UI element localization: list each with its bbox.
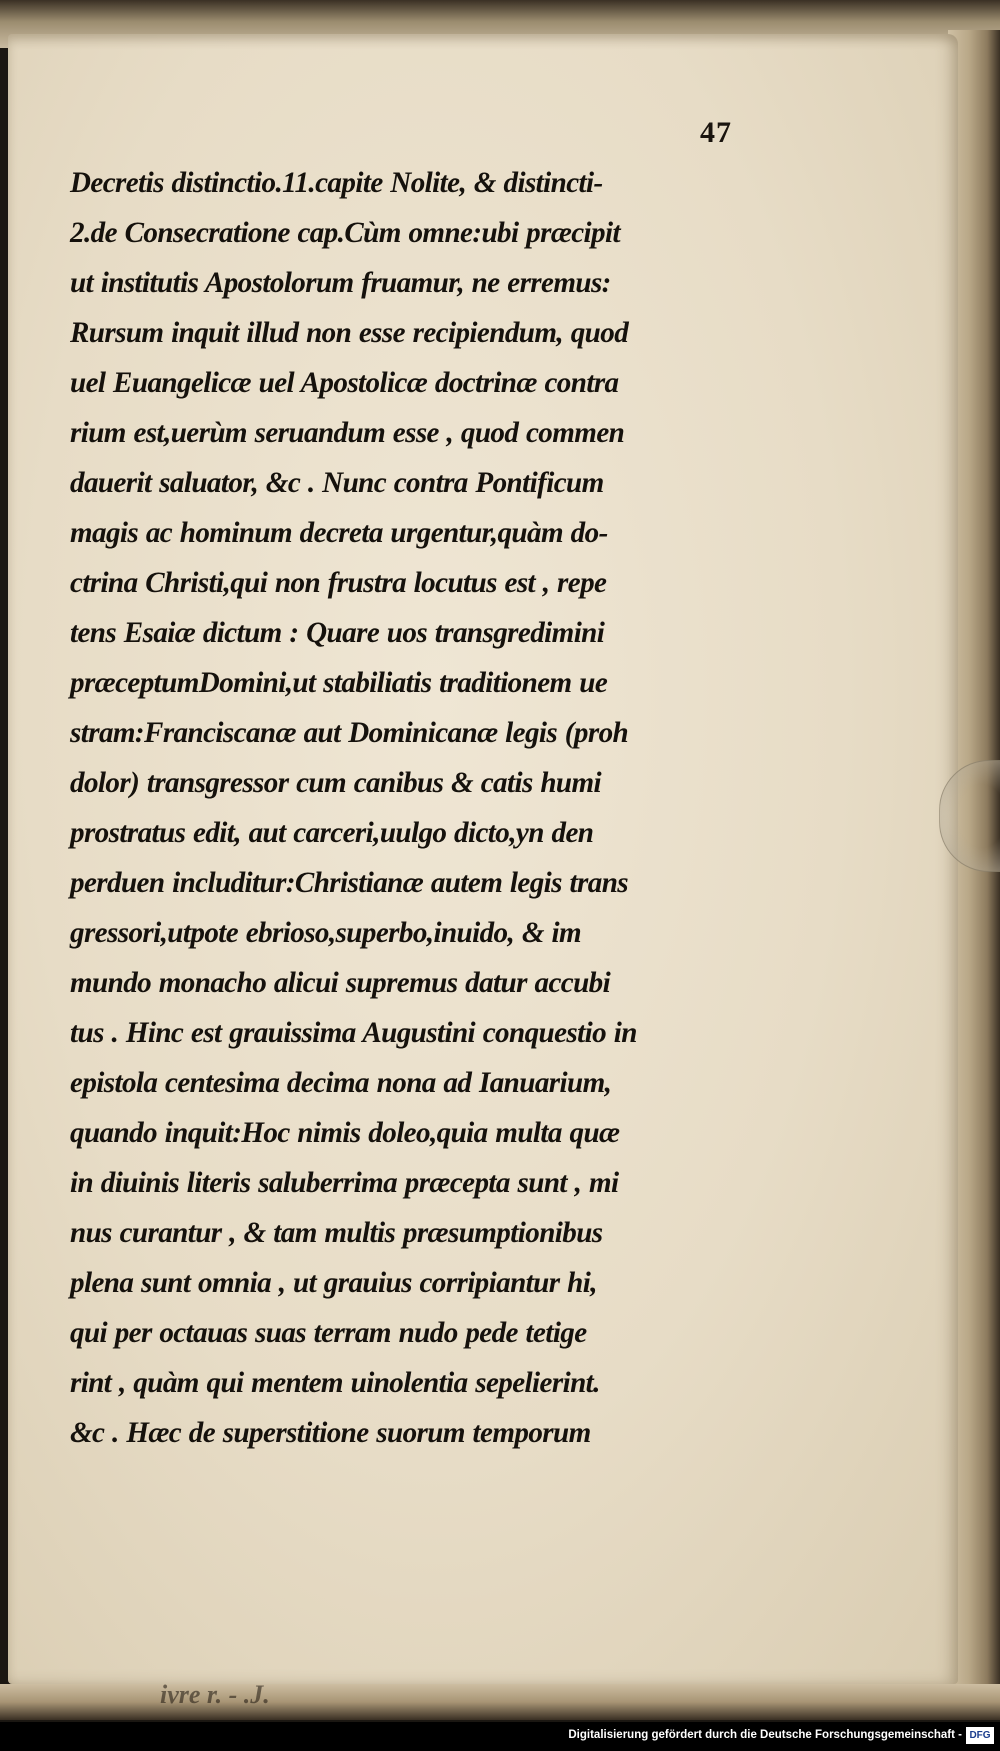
text-line: gressori,utpote ebrioso,superbo,inuido, & im <box>70 917 582 949</box>
text-line: quando inquit:Hoc nimis doleo,quia multa quæ <box>70 1117 620 1149</box>
text-line: 2.de Consecratione cap.Cùm omne:ubi præcipit <box>70 217 620 249</box>
text-line: tens Esaiæ dictum : Quare uos transgredimini <box>70 617 605 649</box>
text-line: perduen includitur:Christianæ autem legis trans <box>70 867 629 899</box>
text-line: rint , quàm qui mentem uinolentia sepelierint. <box>70 1367 600 1399</box>
funding-credit: Digitalisierung gefördert durch die Deutsche Forschungsgemeinschaft - <box>568 1729 962 1741</box>
text-line: Decretis distinctio.11.capite Nolite, & distincti- <box>70 167 603 199</box>
text-line: dauerit saluator, &c . Nunc contra Pontificum <box>70 467 604 499</box>
text-line: in diuinis literis saluberrima præcepta sunt , mi <box>70 1167 619 1199</box>
body-text <box>70 158 770 1458</box>
page-number: 47 <box>700 116 732 149</box>
text-line: epistola centesima decima nona ad Ianuarium, <box>70 1067 612 1099</box>
next-page-fragment: ivre r. - .J. <box>160 1680 270 1709</box>
text-line: qui per octauas suas terram nudo pede tetige <box>70 1317 587 1349</box>
text-line: Rursum inquit illud non esse recipiendum, quod <box>70 317 629 349</box>
text-line: dolor) transgressor cum canibus & catis humi <box>70 767 602 799</box>
text-line: nus curantur , & tam multis præsumptionibus <box>70 1217 603 1249</box>
text-line: tus . Hinc est grauissima Augustini conquestio in <box>70 1017 637 1049</box>
text-line: &c . Hæc de superstitione suorum temporum <box>70 1417 591 1449</box>
text-line: ctrina Christi,qui non frustra locutus est , repe <box>70 567 607 599</box>
text-line: ut institutis Apostolorum fruamur, ne erremus: <box>70 267 611 299</box>
text-line: plena sunt omnia , ut grauius corripiantur hi, <box>70 1267 597 1299</box>
book-bottom-edge <box>0 1684 1000 1720</box>
dfg-logo: DFG <box>966 1727 994 1744</box>
text-line: magis ac hominum decreta urgentur,quàm do- <box>70 517 608 549</box>
text-line: stram:Franciscanæ aut Dominicanæ legis (proh <box>70 717 629 749</box>
text-line: prostratus edit, aut carceri,uulgo dicto,yn den <box>70 817 594 849</box>
text-line: uel Euangelicæ uel Apostolicæ doctrinæ contra <box>70 367 619 399</box>
text-line: mundo monacho alicui supremus datur accubi <box>70 967 611 999</box>
text-line: rium est,uerùm seruandum esse , quod commen <box>70 417 625 449</box>
text-line: præceptumDomini,ut stabiliatis traditionem ue <box>70 667 608 699</box>
